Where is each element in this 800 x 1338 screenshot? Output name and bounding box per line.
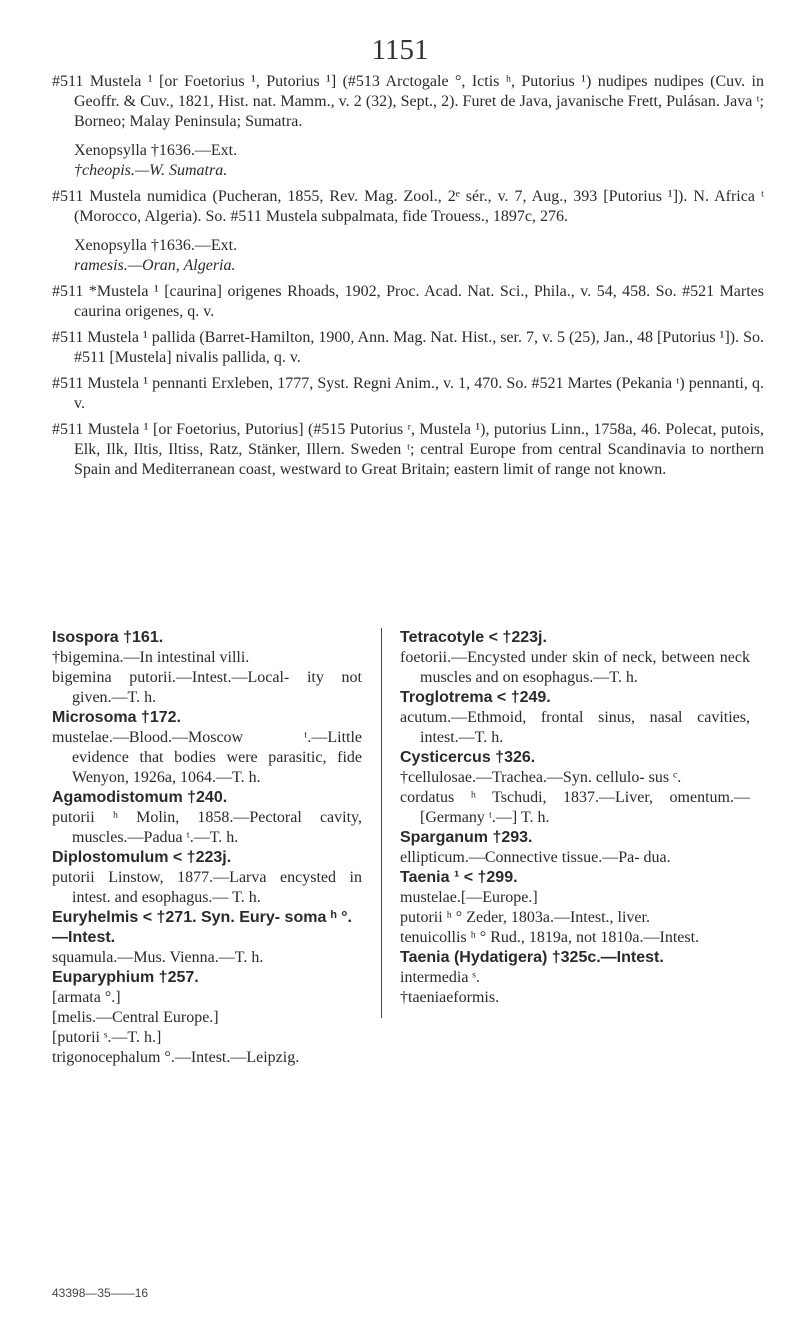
parasite-species: putorii ʰ ° Zeder, 1803a.—Intest., liver. <box>400 909 650 926</box>
parasite-species: mustelae.[—Europe.] <box>400 889 538 906</box>
host-entries <box>52 72 764 481</box>
parasite-species: [melis.—Central Europe.] <box>52 1009 219 1026</box>
parasite-species: putorii ʰ Molin, 1858.—Pectoral cavity, muscles.—Padua ᵗ.—T. h. <box>52 809 362 846</box>
parasite-genus: Cysticercus †326. <box>400 749 536 766</box>
parasite-genus: Tetracotyle < †223j. <box>400 629 547 646</box>
parasite-species: [armata °.] <box>52 989 121 1006</box>
parasite-species: †bigemina.—In intestinal villi. <box>52 649 250 666</box>
parasite-genus: Euparyphium †257. <box>52 969 199 986</box>
parasite-species: cordatus ʰ Tschudi, 1837.—Liver, omentum.—[Germany ᵗ.—] T. h. <box>400 789 750 826</box>
parasite-column-left <box>52 628 362 1068</box>
parasite-line: ramesis.—Oran, Algeria. <box>74 257 236 274</box>
parasite-genus: Troglotrema < †249. <box>400 689 551 706</box>
host-entry: #511 *Mustela ¹ [caurina] origenes Rhoads, 1902, Proc. Acad. Nat. Sci., Phila., v. 54, 458. So. #521 Martes caurina origenes, q. v. <box>52 283 764 320</box>
printer-footer: 43398—35——16 <box>52 1286 149 1300</box>
parasite-species: squamula.—Mus. Vienna.—T. h. <box>52 949 264 966</box>
parasite-genus: Taenia (Hydatigera) †325c.—Intest. <box>400 949 664 966</box>
parasite-line: Xenopsylla †1636.—Ext. <box>74 237 238 254</box>
parasite-species: tenuicollis ʰ ° Rud., 1819a, not 1810a.—Intest. <box>400 929 700 946</box>
host-entry: #511 Mustela ¹ [or Foetorius ¹, Putorius ¹] (#513 Arctogale °, Ictis ʰ, Putorius ¹) nudipes nudipes (Cuv. in Geoffr. & Cuv., 1821, Hist. nat. Mamm., v. 2 (32), Sept., 2). Furet de Java, javanische Frett, Pulásan. Java ᵗ; Borneo; Malay Peninsula; Sumatra. <box>52 73 764 130</box>
parasite-species: acutum.—Ethmoid, frontal sinus, nasal cavities, intest.—T. h. <box>400 709 750 746</box>
parasite-species: bigemina putorii.—Intest.—Local- ity not given.—T. h. <box>52 669 362 706</box>
parasite-species: trigonocephalum °.—Intest.—Leipzig. <box>52 1049 300 1066</box>
spacer <box>52 133 764 141</box>
parasite-line: Xenopsylla †1636.—Ext. <box>74 142 238 159</box>
page-number: 1151 <box>371 34 429 66</box>
parasite-genus: Diplostomulum < †223j. <box>52 849 232 866</box>
host-entry: #511 Mustela ¹ pallida (Barret-Hamilton, 1900, Ann. Mag. Nat. Hist., ser. 7, v. 5 (25), Jan., 48 [Putorius ¹]). So. #511 [Mustela] nivalis pallida, q. v. <box>52 329 764 366</box>
parasite-species: †taeniaeformis. <box>400 989 500 1006</box>
parasite-species: putorii Linstow, 1877.—Larva encysted in intest. and esophagus.— T. h. <box>52 869 362 906</box>
parasite-line: †cheopis.—W. Sumatra. <box>74 162 228 179</box>
parasite-species: ellipticum.—Connective tissue.—Pa- dua. <box>400 849 671 866</box>
parasite-species: [putorii ˢ.—T. h.] <box>52 1029 162 1046</box>
parasite-genus: Agamodistomum †240. <box>52 789 228 806</box>
parasite-species: intermedia ˢ. <box>400 969 480 986</box>
parasite-genus: Euryhelmis < †271. Syn. Eury- soma ʰ °.—Intest. <box>52 909 352 946</box>
parasite-species: †cellulosae.—Trachea.—Syn. cellulo- sus ᶜ. <box>400 769 682 786</box>
parasite-genus: Microsoma †172. <box>52 709 181 726</box>
parasite-species: foetorii.—Encysted under skin of neck, between neck muscles and on esophagus.—T. h. <box>400 649 750 686</box>
parasite-genus: Taenia ¹ < †299. <box>400 869 518 886</box>
spacer <box>52 228 764 236</box>
parasite-genus: Isospora †161. <box>52 629 164 646</box>
column-divider <box>381 628 382 1018</box>
parasite-genus: Sparganum †293. <box>400 829 533 846</box>
host-entry: #511 Mustela numidica (Pucheran, 1855, Rev. Mag. Zool., 2ᵉ sér., v. 7, Aug., 393 [Putorius ¹]). N. Africa ᵗ (Morocco, Algeria). So. #511 Mustela subpalmata, fide Trouess., 1897c, 276. <box>52 188 764 225</box>
host-entry: #511 Mustela ¹ pennanti Erxleben, 1777, Syst. Regni Anim., v. 1, 470. So. #521 Martes (Pekania ᵗ) pennanti, q. v. <box>52 375 764 412</box>
host-entry: #511 Mustela ¹ [or Foetorius, Putorius] (#515 Putorius ʳ, Mustela ¹), putorius Linn., 1758a, 46. Polecat, putois, Elk, Ilk, Iltis, Iltiss, Ratz, Stänker, Illern. Sweden ᵗ; central Europe from central Scandinavia to northern Spain and Mediterranean coast, westward to Great Britain; eastern limit of range not known. <box>52 421 764 478</box>
parasite-column-right <box>400 628 750 1008</box>
parasite-species: mustelae.—Blood.—Moscow ᵗ.—Little evidence that bodies were parasitic, fide Wenyon, 1926a, 1064.—T. h. <box>52 729 362 786</box>
